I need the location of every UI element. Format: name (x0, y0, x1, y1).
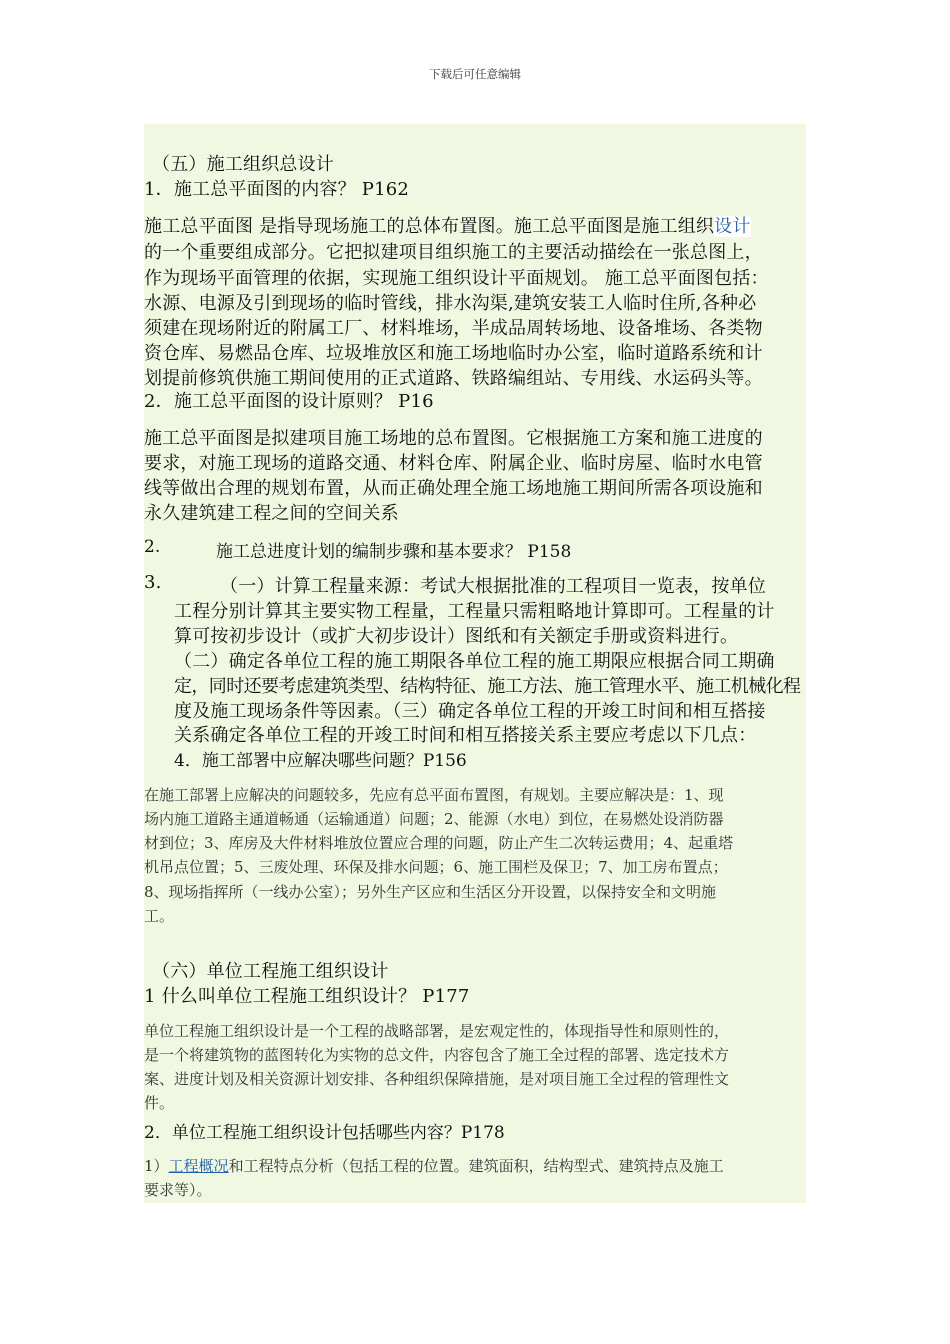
question-6: 2．单位工程施工组织设计包括哪些内容？P178 (144, 1123, 505, 1143)
para-1-line: 的一个重要组成部分。它把拟建项目组织施工的主要活动描绘在一张总图上， (144, 242, 763, 263)
para-5-line: 件。 (144, 1094, 175, 1112)
para-1-line: 资仓库、易燃品仓库、垃圾堆放区和施工场地临时办公室，临时道路系统和计 (144, 343, 763, 364)
para-6-line: 1）工程概况和工程特点分析（包括工程的位置。建筑面积，结构型式、建筑持点及施工 (144, 1157, 724, 1175)
para-3-line: 工程分别计算其主要实物工程量，工程量只需粗略地计算即可。工程量的计 (174, 601, 775, 622)
document-body (144, 124, 806, 1203)
question-1: 1．施工总平面图的内容？ P162 (144, 179, 410, 200)
section-6-title: （六）单位工程施工组织设计 (152, 961, 389, 982)
para-3-line: 度及施工现场条件等因素。（三）确定各单位工程的开竣工时间和相互搭接 (174, 701, 766, 722)
para-5-line: 单位工程施工组织设计是一个工程的战略部署，是宏观定性的，体现指导性和原则性的， (144, 1022, 730, 1040)
page-header: 下载后可任意编辑 (429, 67, 521, 81)
question-3-number: 2. (144, 537, 161, 557)
para-6-line: 要求等）。 (144, 1181, 212, 1199)
para-3-number: 3. (144, 572, 162, 593)
design-link[interactable]: 设计 (714, 216, 751, 237)
para-1-line: 施工总平面图 是指导现场施工的总体布置图。施工总平面图是施工组织设计 (144, 216, 751, 237)
para-4-line: 8、现场指挥所（一线办公室）；另外生产区应和生活区分开设置，以保持安全和文明施 (144, 883, 717, 901)
para-3-line: 关系确定各单位工程的开竣工时间和相互搭接关系主要应考虑以下几点： (174, 725, 757, 746)
para-3-line: 算可按初步设计（或扩大初步设计）图纸和有关额定手册或资料进行。 (174, 626, 739, 647)
para-3-line: 定，同时还要考虑建筑类型、结构特征、施工方法、施工管理水平、施工机械化程 (174, 676, 801, 697)
para-3-line: （二）确定各单位工程的施工期限各单位工程的施工期限应根据合同工期确 (174, 651, 775, 672)
para-4-line: 在施工部署上应解决的问题较多，先应有总平面布置图，有规划。主要应解决是：1、现 (144, 786, 724, 804)
para-1-line: 须建在现场附近的附属工厂、材料堆场，半成品周转场地、设备堆场、各类物 (144, 318, 763, 339)
para-1-line: 划提前修筑供施工期间使用的正式道路、铁路编组站、专用线、水运码头等。 (144, 368, 763, 389)
para-2-line: 施工总平面图是拟建项目施工场地的总布置图。它根据施工方案和施工进度的 (144, 428, 763, 449)
project-overview-link[interactable]: 工程概况 (168, 1157, 229, 1175)
para-3-line: （一）计算工程量来源：考试大根据批准的工程项目一览表，按单位 (220, 576, 766, 597)
para-2-line: 要求，对施工现场的道路交通、材料仓库、附属企业、临时房屋、临时水电管 (144, 453, 763, 474)
para-5-line: 是一个将建筑物的蓝图转化为实物的总文件，内容包含了施工全过程的部署、选定技术方 (144, 1046, 730, 1064)
question-2: 2．施工总平面图的设计原则？ P16 (144, 391, 434, 412)
para-1-line: 水源、电源及引到现场的临时管线，排水沟渠,建筑安装工人临时住所,各种必 (144, 293, 757, 314)
para-2-line: 永久建筑建工程之间的空间关系 (144, 503, 399, 524)
para-4-line: 材到位；3、库房及大件材料堆放位置应合理的问题，防止产生二次转运费用；4、起重塔 (144, 834, 734, 852)
para-1-line: 作为现场平面管理的依据，实现施工组织设计平面规划。 施工总平面图包括： (144, 268, 769, 289)
para-2-line: 线等做出合理的规划布置，从而正确处理全施工场地施工期间所需各项设施和 (144, 478, 763, 499)
question-3: 施工总进度计划的编制步骤和基本要求？ P158 (216, 542, 572, 562)
para-4-line: 工。 (144, 907, 175, 925)
para-4-line: 机吊点位置；5、三废处理、环保及排水问题；6、施工围栏及保卫；7、加工房布置点； (144, 858, 728, 876)
question-5: 1 什么叫单位工程施工组织设计？ P177 (144, 986, 470, 1007)
para-4-line: 场内施工道路主通道畅通（运输通道）问题；2、能源（水电）到位，在易燃处设消防器 (144, 810, 724, 828)
para-5-line: 案、进度计划及相关资源计划安排、各种组织保障措施，是对项目施工全过程的管理性文 (144, 1070, 730, 1088)
section-5-title: （五）施工组织总设计 (152, 154, 334, 175)
question-4: 4．施工部署中应解决哪些问题？P156 (174, 751, 467, 771)
